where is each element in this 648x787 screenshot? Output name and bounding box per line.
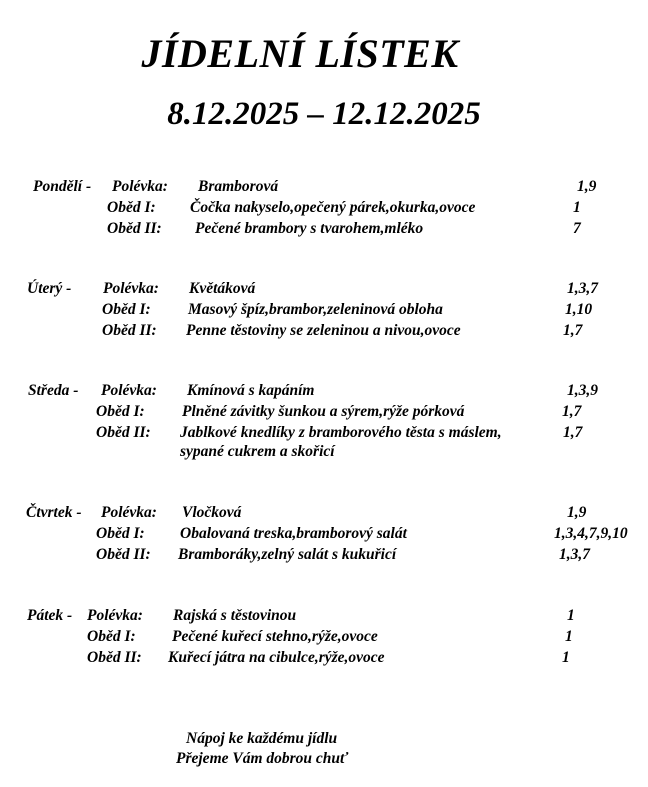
page-title: JÍDELNÍ LÍSTEK [141, 31, 459, 76]
meal1-allergens: 1 [573, 199, 581, 216]
soup-label: Polévka: [101, 382, 157, 399]
day-name: Pondělí - [33, 178, 92, 195]
meal2-label: Oběd II: [87, 649, 142, 666]
meal2-label: Oběd II: [107, 220, 162, 237]
meal2-name-continued: sypané cukrem a skořicí [180, 443, 335, 460]
meal1-name: Plněné závitky šunkou a sýrem,rýže pórková [182, 403, 465, 420]
soup-name: Květáková [189, 280, 256, 297]
meal1-allergens: 1,7 [562, 403, 582, 420]
meal2-name: Penne těstoviny se zeleninou a nivou,ovoce [186, 322, 461, 339]
day-name: Úterý - [27, 280, 72, 297]
meal2-allergens: 1,7 [563, 322, 583, 339]
soup-label: Polévka: [112, 178, 168, 195]
meal1-label: Oběd I: [96, 403, 145, 420]
soup-allergens: 1,9 [577, 178, 597, 195]
meal1-name: Obalovaná treska,bramborový salát [180, 525, 407, 542]
soup-name: Kmínová s kapáním [187, 382, 315, 399]
footer-drink-note: Nápoj ke každému jídlu [186, 730, 338, 747]
soup-allergens: 1,3,7 [567, 280, 598, 297]
meal2-allergens: 1,7 [563, 424, 583, 441]
date-range: 8.12.2025 – 12.12.2025 [167, 96, 481, 132]
meal1-label: Oběd I: [87, 628, 136, 645]
meal1-label: Oběd I: [102, 301, 151, 318]
soup-label: Polévka: [103, 280, 159, 297]
soup-allergens: 1 [567, 607, 575, 624]
soup-label: Polévka: [87, 607, 143, 624]
meal2-allergens: 7 [573, 220, 581, 237]
meal2-label: Oběd II: [102, 322, 157, 339]
meal1-allergens: 1 [565, 628, 573, 645]
day-name: Čtvrtek - [26, 504, 82, 521]
day-name: Středa - [28, 382, 79, 399]
soup-label: Polévka: [101, 504, 157, 521]
meal1-label: Oběd I: [107, 199, 156, 216]
meal1-name: Čočka nakyselo,opečený párek,okurka,ovoce [190, 199, 476, 216]
meal2-name: Jablkové knedlíky z bramborového těsta s máslem, [180, 424, 502, 441]
meal2-name: Pečené brambory s tvarohem,mléko [195, 220, 424, 237]
meal2-allergens: 1,3,7 [559, 546, 590, 563]
meal1-allergens: 1,3,4,7,9,10 [554, 525, 628, 542]
soup-allergens: 1,9 [567, 504, 587, 521]
meal2-allergens: 1 [562, 649, 570, 666]
soup-name: Rajská s těstovinou [173, 607, 297, 624]
meal2-label: Oběd II: [96, 424, 151, 441]
meal1-name: Pečené kuřecí stehno,rýže,ovoce [172, 628, 378, 645]
soup-name: Vločková [182, 504, 242, 521]
meal2-name: Kuřecí játra na cibulce,rýže,ovoce [168, 649, 385, 666]
meal1-allergens: 1,10 [565, 301, 593, 318]
day-name: Pátek - [27, 607, 73, 624]
soup-allergens: 1,3,9 [567, 382, 598, 399]
footer-wish: Přejeme Vám dobrou chuť [176, 750, 349, 767]
meal1-label: Oběd I: [96, 525, 145, 542]
soup-name: Bramborová [198, 178, 279, 195]
meal2-label: Oběd II: [96, 546, 151, 563]
meal2-name: Bramboráky,zelný salát s kukuřicí [178, 546, 397, 563]
meal1-name: Masový špíz,brambor,zeleninová obloha [188, 301, 443, 318]
